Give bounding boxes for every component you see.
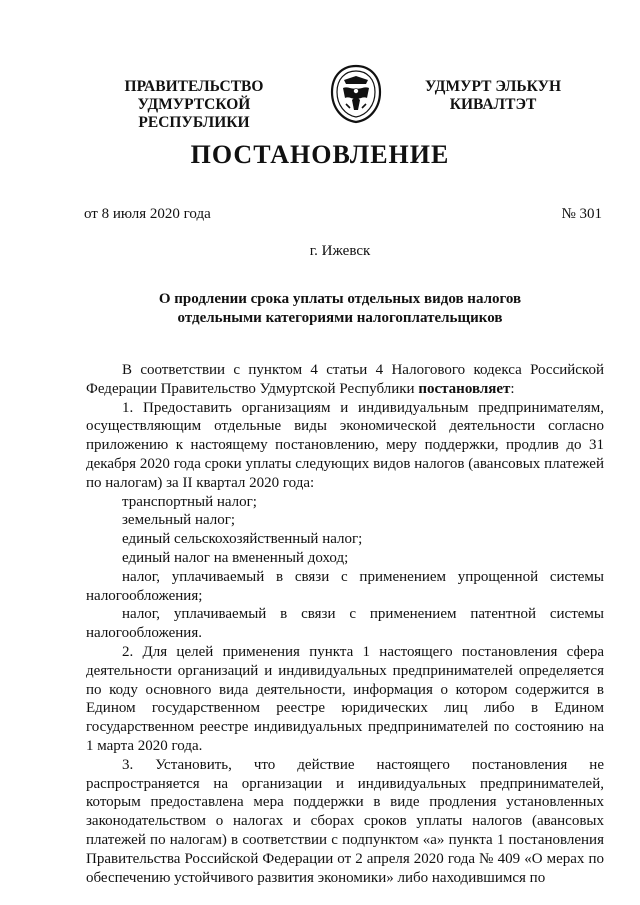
gov-name-line2: УДМУРТСКОЙ РЕСПУБЛИКИ — [137, 96, 251, 131]
list-item: налог, уплачиваемый в связи с применением упрощенной системы налогообложения; — [86, 568, 604, 604]
list-item: земельный налог; — [122, 512, 236, 529]
intro-end: : — [510, 380, 515, 397]
document-title: ПОСТАНОВЛЕНИЕ — [190, 140, 450, 169]
subject-line2: отдельными категориями налогоплательщиков — [177, 310, 503, 326]
gov-name-udm-line1: УДМУРТ ЭЛЬКУН — [424, 78, 562, 95]
list-item: единый налог на вмененный доход; — [122, 549, 349, 566]
paragraph-2: 2. Для целей применения пункта 1 настоящего постановления сфера деятельности организаций и индивидуальных предпринимателей определяется по коду основного вида деятельности, информация о котором содержится в Едином государственном реестре юридических лиц либо в Едином государственном реестре индивидуальных предпринимателей по состоянию на 1 марта 2020 года. — [86, 643, 604, 754]
government-name-udmurt — [398, 78, 588, 114]
list-item: транспортный налог; — [122, 493, 257, 510]
list-item: единый сельскохозяйственный налог; — [122, 531, 363, 548]
government-name-russian — [84, 78, 304, 132]
intro-paragraph — [86, 361, 604, 399]
list-item: налог, уплачиваемый в связи с применением патентной системы налогообложения. — [86, 606, 604, 642]
document-body — [86, 361, 604, 887]
udmurtia-coat-of-arms-icon — [330, 64, 382, 124]
paragraph-1: 1. Предоставить организациям и индивидуальным предпринимателям, осуществляющим отдельные виды экономической деятельности согласно приложению к настоящему постановлению, меру поддержки, продлив до 31 декабря 2020 года сроки уплаты следующих видов налогов (авансовых платежей по налогам) за II квартал 2020 года: — [86, 399, 604, 491]
gov-name-line1: ПРАВИТЕЛЬСТВО — [124, 78, 264, 95]
intro-verb: постановляет — [418, 380, 511, 397]
paragraph-3: 3. Установить, что действие настоящего постановления не распространяется на организации и индивидуальных предпринимателей, которым предоставлена мера поддержки в виде продления установленных законодательством о налогах и сборах сроков уплаты налогов (авансовых платежей по налогам) в соответствии с подпунктом «а» пункта 1 постановления Правительства Российской Федерации от 2 апреля 2020 года № 409 «О мерах по обеспечению устойчивого развития экономики» либо находившимся по — [86, 756, 604, 886]
document-subject — [120, 290, 560, 328]
document-number: № 301 — [561, 206, 602, 222]
intro-text: В соответствии с пунктом 4 статьи 4 Налогового кодекса Российской Федерации Правительство Удмуртской Республики — [86, 362, 604, 397]
subject-line1: О продлении срока уплаты отдельных видов налогов — [158, 291, 522, 307]
gov-name-udm-line2: КИВАЛТЭТ — [449, 96, 537, 113]
document-date: от 8 июля 2020 года — [84, 206, 211, 222]
document-city: г. Ижевск — [309, 243, 371, 259]
